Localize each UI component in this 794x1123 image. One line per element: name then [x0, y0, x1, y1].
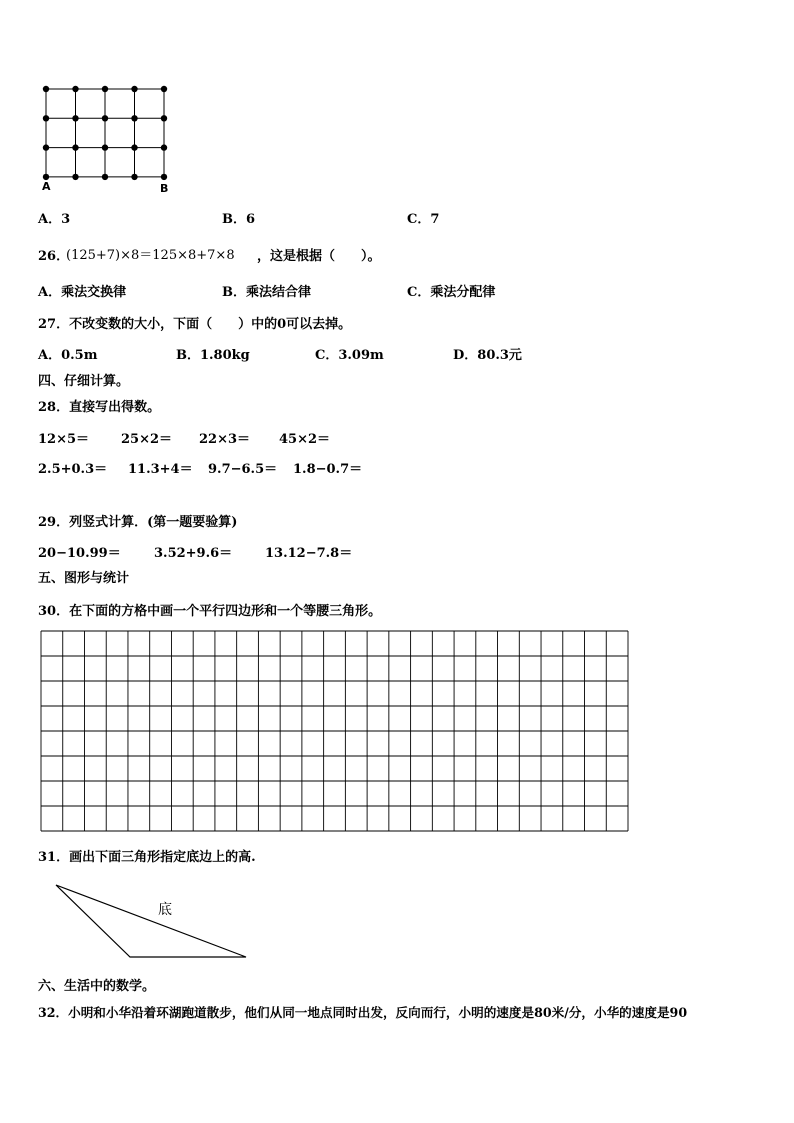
q27-option-b: B．1.80kg — [176, 348, 250, 363]
q28-item: 1.8−0.7＝ — [293, 462, 363, 477]
grid-dot — [72, 115, 78, 121]
dot-grid-figure — [40, 84, 180, 194]
grid-dot — [102, 174, 108, 180]
grid-dot — [72, 144, 78, 150]
grid-dot — [131, 115, 137, 121]
q28-item: 45×2＝ — [279, 432, 331, 447]
q28-item: 25×2＝ — [121, 432, 173, 447]
grid-dot — [161, 174, 167, 180]
q26-option-c: C．乘法分配律 — [407, 285, 496, 300]
q25-option-c: C．7 — [407, 212, 440, 227]
q28-stem: 28．直接写出得数。 — [38, 400, 161, 415]
q26-stem: ，这是根据（ ）。 — [257, 249, 381, 264]
point-b-label: B — [160, 182, 169, 195]
q27-option-c: C．3.09m — [315, 348, 384, 363]
q26-option-b: B．乘法结合律 — [222, 285, 311, 300]
section4-title: 四、仔细计算。 — [38, 374, 130, 389]
q29-stem: 29．列竖式计算．(第一题要验算) — [38, 515, 238, 530]
q27-option-d: D．80.3元 — [453, 348, 522, 363]
q32-stem: 32．小明和小华沿着环湖跑道散步，他们从同一地点同时出发，反向而行，小明的速度是80米/分，小华的速度是90 — [38, 1005, 688, 1020]
grid-dot — [161, 115, 167, 121]
grid-dot — [72, 174, 78, 180]
section5-title: 五、图形与统计 — [38, 571, 130, 586]
grid-dot — [161, 86, 167, 92]
q28-item: 11.3+4＝ — [128, 462, 193, 477]
grid-dot — [131, 144, 137, 150]
grid-dot — [43, 115, 49, 121]
grid-dot — [43, 144, 49, 150]
square-grid — [40, 630, 630, 832]
section6-title: 六、生活中的数学。 — [38, 979, 156, 994]
grid-dot — [43, 86, 49, 92]
q27-option-a: A．0.5m — [38, 348, 98, 363]
q29-item: 13.12−7.8＝ — [265, 546, 353, 561]
grid-dot — [102, 144, 108, 150]
q30-stem: 30．在下面的方格中画一个平行四边形和一个等腰三角形。 — [38, 604, 382, 619]
q28-item: 22×3＝ — [199, 432, 251, 447]
grid-dot — [131, 174, 137, 180]
q28-item: 2.5+0.3＝ — [38, 462, 108, 477]
q27-stem: 27．不改变数的大小，下面（ ）中的0可以去掉。 — [38, 317, 352, 332]
base-label: 底 — [158, 902, 172, 918]
triangle-shape — [56, 885, 246, 957]
q29-item: 3.52+9.6＝ — [154, 546, 233, 561]
grid-dot — [131, 86, 137, 92]
q26-expression: (125+7)×8＝125×8+7×8 — [66, 248, 235, 263]
grid-dot — [72, 86, 78, 92]
point-a-label: A — [42, 180, 51, 193]
q26-option-a: A．乘法交换律 — [38, 285, 127, 300]
q31-stem: 31．画出下面三角形指定底边上的高. — [38, 850, 256, 865]
grid-dot — [161, 144, 167, 150]
q28-item: 9.7−6.5＝ — [208, 462, 278, 477]
q29-item: 20−10.99＝ — [38, 546, 121, 561]
triangle-figure — [50, 880, 250, 960]
q26-number: 26． — [38, 249, 70, 264]
q28-item: 12×5＝ — [38, 432, 90, 447]
grid-dot — [102, 86, 108, 92]
grid-dot — [102, 115, 108, 121]
q25-option-a: A．3 — [38, 212, 71, 227]
q25-option-b: B．6 — [222, 212, 256, 227]
